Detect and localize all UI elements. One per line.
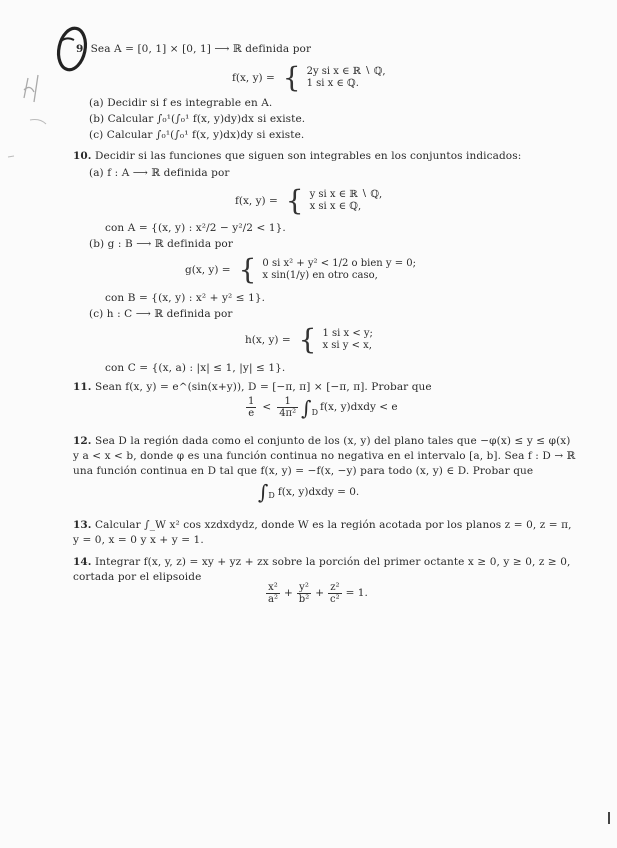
ex10-b-case-1: 0 si x² + y² < 1/2 o bien y = 0;: [262, 258, 416, 269]
ex11-mid-fraction: $\frac{1}{\text{4π²}}$: [279, 396, 297, 419]
ex12-line-1-text: Sea D la región dada como el conjunto de los (x, y) del plano tales que −φ(x) ≤ y ≤ φ(x): [95, 435, 571, 447]
ex14-ellipsoid: $\frac{\text{x²}}{\text{a²}}$ + $\frac{\text{y²}}{\text{b²}}$ + $\frac{\text{z²}}{\text{c²}}$ = 1.: [268, 582, 368, 605]
ex10-b-lhs: g(x, y) =: [185, 263, 231, 276]
ex10-a-head: (a) f : A ⟶ ℝ definida por: [89, 167, 230, 179]
ex10-c-case-2: x si y < x,: [322, 340, 372, 351]
ex9-part-b: (b) Calcular ∫₀¹(∫₀¹ f(x, y)dy)dx si existe.: [89, 113, 306, 125]
ex11-statement: [73, 381, 432, 394]
ex9-case-1: 2y si x ∈ ℝ ∖ ℚ,: [306, 66, 386, 77]
ex9-case-2: 1 si x ∈ ℚ.: [306, 78, 359, 89]
ex14-frac-y: $\frac{\text{y²}}{\text{b²}}$: [298, 582, 310, 605]
ex14-number: 14.: [73, 556, 92, 568]
ex9-intro-text: Sea A = [0, 1] × [0, 1] ⟶ ℝ definida por: [90, 43, 312, 55]
ex10-a-definition: f(x, y) = { y si x ∈ ℝ ∖ ℚ, x si x ∈ ℚ,: [235, 184, 383, 217]
ex10-c-set: con C = {(x, a) : |x| ≤ 1, |y| ≤ 1}.: [105, 362, 286, 374]
ex12-line-3: una función continua en D tal que f(x, y) = −f(x, −y) para todo (x, y) ∈ D. Probar que: [73, 465, 534, 477]
ex10-intro-text: Decidir si las funciones que siguen son integrables en los conjuntos indicados:: [95, 150, 522, 162]
scan-artifact: [608, 812, 610, 824]
ex12-domain: D: [268, 491, 275, 500]
ex9-f-lhs: f(x, y) =: [232, 71, 275, 84]
ex12-equation: [258, 482, 359, 502]
ex10-b-definition: g(x, y) = { 0 si x² + y² < 1/2 o bien y = 0; x sin(1/y) en otro caso,: [185, 253, 416, 286]
ex10-c-lhs: h(x, y) =: [245, 333, 291, 346]
ex11-text: Sean f(x, y) = e^(sin(x+y)), D = [−π, π] × [−π, π]. Probar que: [95, 381, 432, 393]
ex12-line-2: y a < x < b, donde φ es una función continua no negativa en el intervalo [a, b]. Sea f : D → ℝ: [73, 450, 576, 462]
integral-sign: ∫: [258, 480, 269, 504]
ex10-number: 10.: [73, 150, 92, 162]
ex10-c-definition: h(x, y) = { 1 si x < y; x si y < x,: [245, 323, 373, 356]
ex9-number: 9.: [76, 43, 88, 55]
ex9-intro: [76, 43, 311, 56]
ex14-line-1: [73, 556, 570, 569]
ex13-line-2: y = 0, x = 0 y x + y = 1.: [73, 534, 204, 546]
ex10-a-case-1: y si x ∈ ℝ ∖ ℚ,: [309, 189, 383, 200]
ex11-left-fraction: $\frac{1}{e}$: [248, 396, 255, 419]
ex10-c-case-1: 1 si x < y;: [322, 328, 373, 339]
ex9-part-a: (a) Decidir si f es integrable en A.: [89, 97, 273, 109]
integral-sign: ∫: [301, 395, 312, 420]
ex9-part-c: (c) Calcular ∫₀¹(∫₀¹ f(x, y)dx)dy si existe.: [89, 129, 305, 141]
ex12-line-1: [73, 435, 571, 448]
ex11-number: 11.: [73, 381, 92, 393]
ex10-c-head: (c) h : C ⟶ ℝ definida por: [89, 308, 233, 320]
ex14-line-2: cortada por el elipsoide: [73, 571, 202, 583]
ex10-a-set: con A = {(x, y) : x²/2 − y²/2 < 1}.: [105, 222, 286, 234]
ex13-line-1-text: Calcular ∫_W x² cos xzdxdydz, donde W es la región acotada por los planos z = 0, z = π,: [95, 519, 572, 531]
ex14-line-1-text: Integrar f(x, y, z) = xy + yz + zx sobre la porción del primer octante x ≥ 0, y ≥ 0, z ≥ 0,: [95, 556, 571, 568]
ex11-integrand: f(x, y)dxdy < e: [319, 401, 398, 413]
ex10-b-case-2: x sin(1/y) en otro caso,: [262, 270, 378, 281]
ex13-number: 13.: [73, 519, 92, 531]
ex11-inequality: [246, 396, 398, 419]
ex10-intro: [73, 150, 521, 163]
ex12-integrand: f(x, y)dxdy = 0.: [277, 485, 360, 498]
ex14-frac-z: $\frac{\text{z²}}{\text{c²}}$: [330, 582, 340, 605]
ex13-line-1: [73, 519, 572, 532]
ex10-a-lhs: f(x, y) =: [235, 194, 278, 207]
ex12-number: 12.: [73, 435, 92, 447]
ex9-definition: f(x, y) = { 2y si x ∈ ℝ ∖ ℚ, 1 si x ∈ ℚ.: [232, 61, 386, 94]
ex14-rhs: = 1.: [345, 587, 368, 599]
ex14-frac-x: $\frac{\text{x²}}{\text{a²}}$: [268, 582, 278, 605]
ex11-less-than: <: [262, 401, 272, 413]
ex10-b-head: (b) g : B ⟶ ℝ definida por: [89, 238, 233, 250]
ex10-b-set: con B = {(x, y) : x² + y² ≤ 1}.: [105, 292, 266, 304]
ex11-domain: D: [311, 408, 318, 417]
ex10-a-case-2: x si x ∈ ℚ,: [309, 201, 362, 212]
